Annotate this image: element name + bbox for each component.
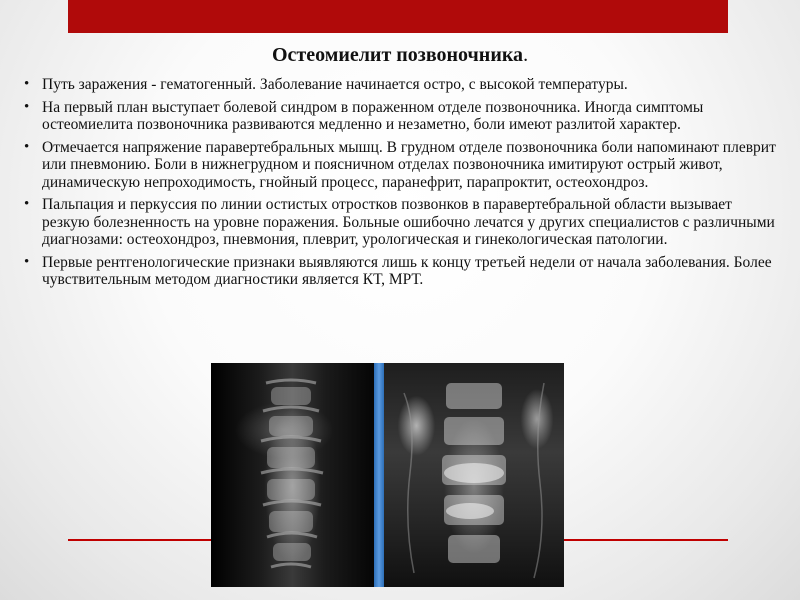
bullet-item-2: • На первый план выступает болевой синдром в пораженном отделе позвоночника. Иногда симптомы остеомиелита позвоночника развиваются медленно и незаметно, боли имеют разлитой характер. <box>22 99 782 134</box>
bullet-item-1: • Путь заражения - гематогенный. Заболевание начинается остро, с высокой температуры. <box>22 76 782 94</box>
bullet-list <box>22 76 782 294</box>
xray-vertebrae-drawing <box>211 363 374 587</box>
slide-title-text: Остеомиелит позвоночника <box>271 44 524 66</box>
bullet-item-5: • Первые рентгенологические признаки выявляются лишь к концу третьей недели от начала заболевания. Более чувствительным методом диагностики является КТ, МРТ. <box>22 254 782 289</box>
spine-xray-image <box>211 363 374 587</box>
slide-title-punct: . <box>523 44 529 66</box>
spine-mri-image <box>384 363 564 587</box>
bullet-item-3: • Отмечается напряжение паравертебральных мышц. В грудном отделе позвоночника боли напоминают плеврит или пневмонию. Боли в нижнегрудном и поясничном отделах позвоночника имитируют острый живот, динамическую непроходимость, гнойный процесс, паранефрит, парапроктит, остеохондроз. <box>22 139 782 192</box>
top-accent-bar <box>68 0 728 33</box>
image-divider <box>374 363 384 587</box>
bullet-item-4: • Пальпация и перкуссия по линии остистых отростков позвонков в паравертебральной области вызывает резкую болезненность на уровне поражения. Больные ошибочно лечатся у других специалистов с различными диагнозами: остеохондроз, пневмония, плеврит, урологическая и гинекологическая патологии. <box>22 196 782 249</box>
slide-title <box>0 44 800 67</box>
mri-vertebrae-drawing <box>384 363 564 587</box>
